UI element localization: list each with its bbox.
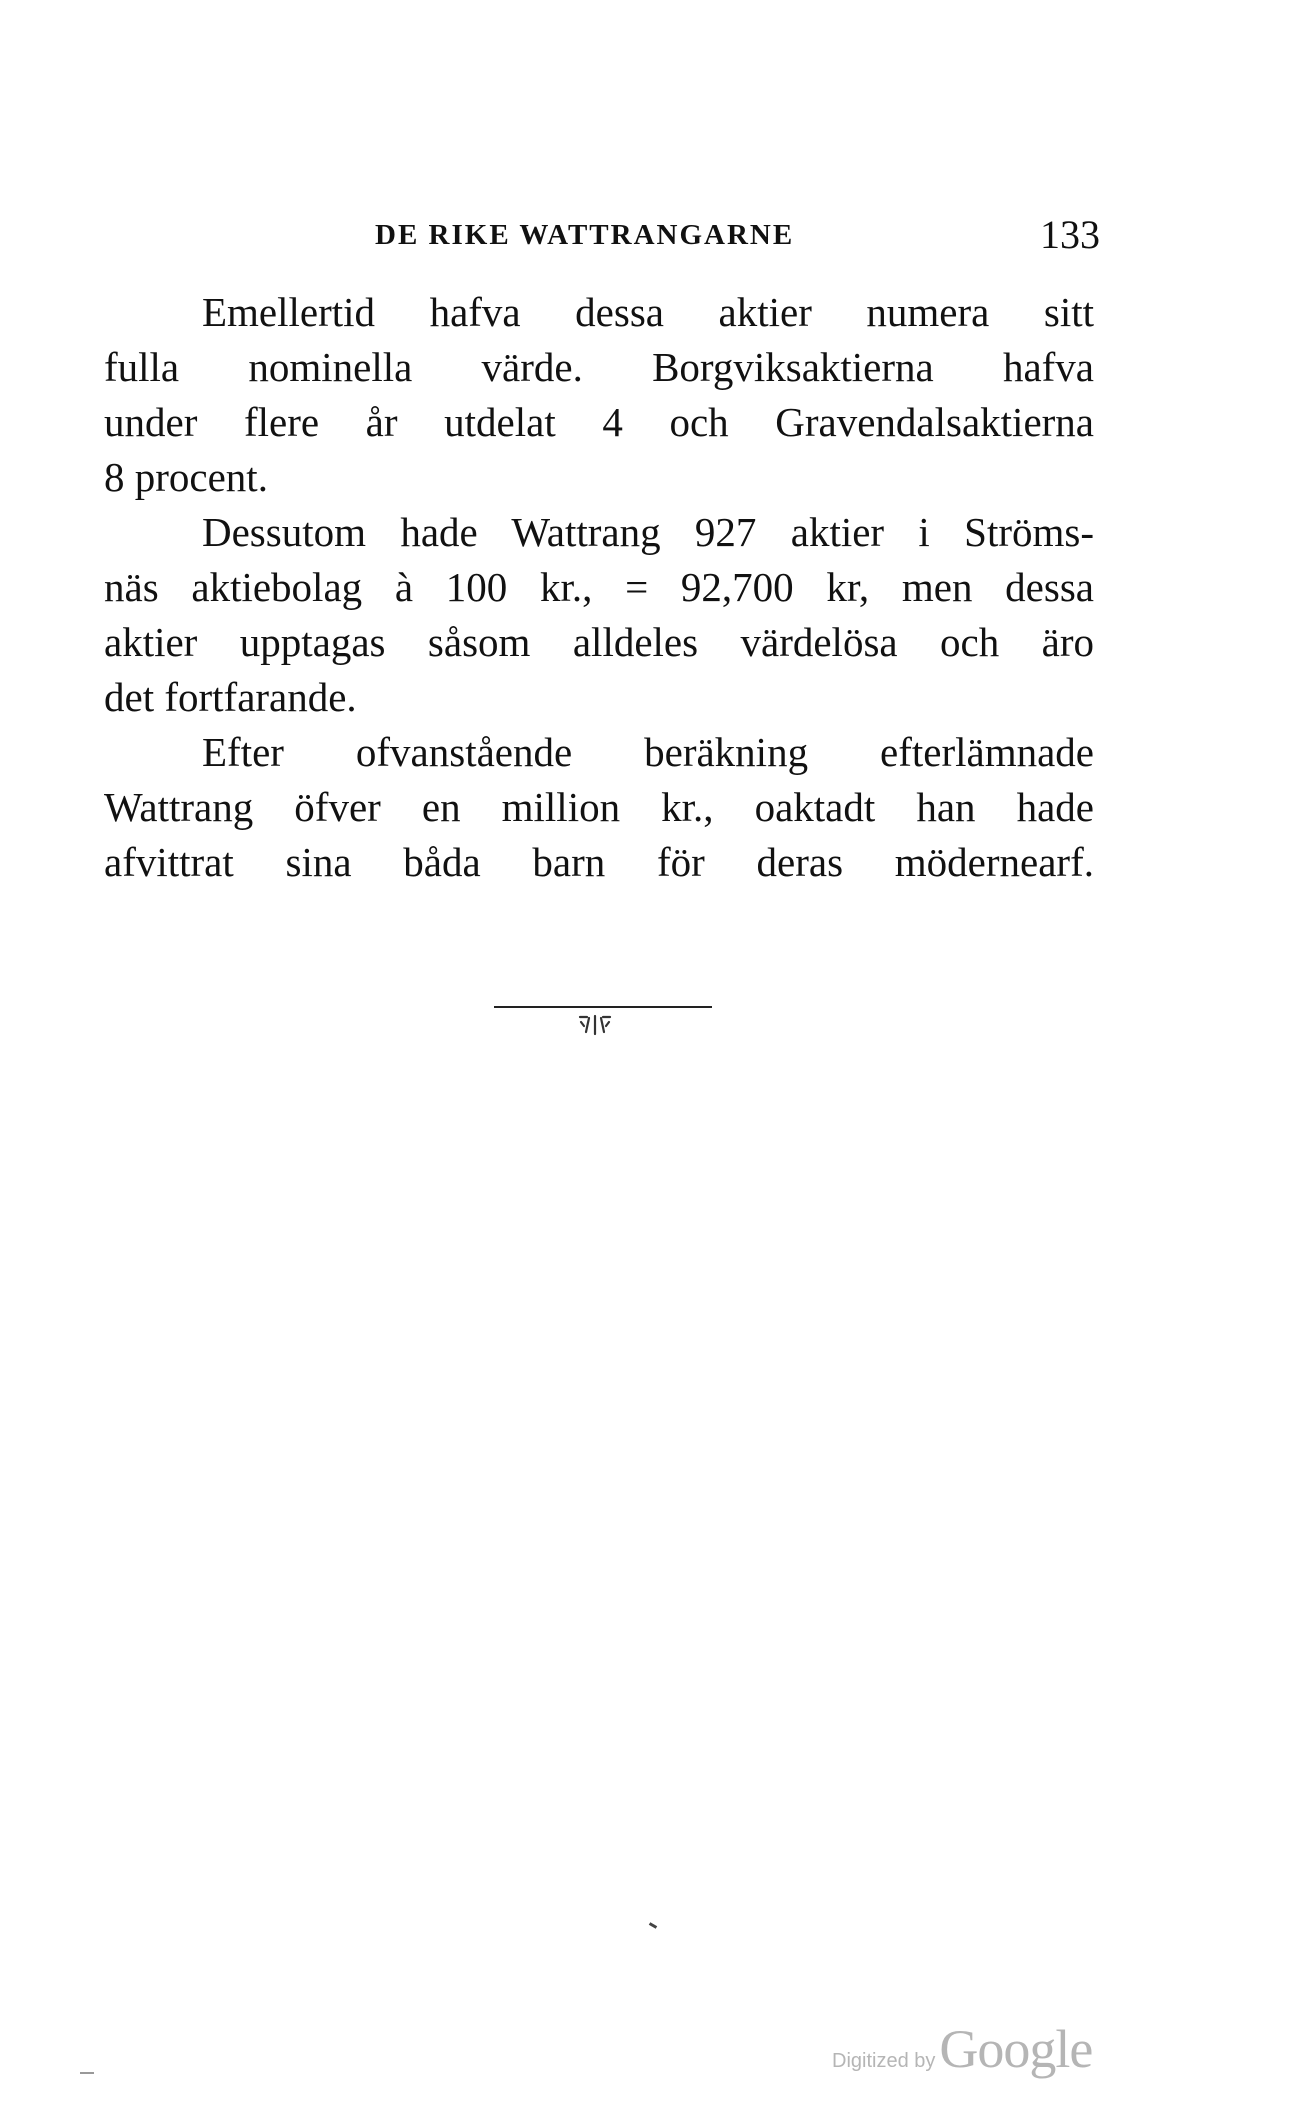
digitized-watermark [832, 2018, 1092, 2078]
text-line: under flere år utdelat 4 och Gravendalsaktierna [104, 399, 1094, 445]
fleuron-icon [570, 1012, 620, 1038]
text-line: 8 procent. [104, 454, 268, 500]
text-line: afvittrat sina båda barn för deras mödernearf. [104, 839, 1094, 885]
text-line: Dessutom hade Wattrang 927 aktier i Ströms- [202, 509, 1094, 555]
watermark-prefix: Digitized by [832, 2050, 936, 2072]
scan-speck [80, 2072, 94, 2074]
page-number: 133 [1040, 212, 1100, 257]
section-end-ornament [494, 1000, 712, 1040]
watermark-brand: Google [939, 2019, 1093, 2079]
text-line: Efter ofvanstående beräkning efterlämnade [202, 729, 1094, 775]
running-title: DE RIKE WATTRANGARNE [375, 219, 795, 251]
text-line: näs aktiebolag à 100 kr., = 92,700 kr, men dessa [104, 564, 1094, 610]
text-line: Wattrang öfver en million kr., oaktadt han hade [104, 784, 1094, 830]
body-text [104, 285, 1094, 890]
text-line: det fortfarande. [104, 674, 357, 720]
ornament-rule [494, 1006, 712, 1008]
text-line: fulla nominella värde. Borgviksaktierna hafva [104, 344, 1094, 390]
scan-speck [649, 1922, 657, 1929]
running-header [100, 212, 1100, 257]
text-line: aktier upptagas såsom alldeles värdelösa och äro [104, 619, 1094, 665]
text-line: Emellertid hafva dessa aktier numera sitt [202, 289, 1094, 335]
